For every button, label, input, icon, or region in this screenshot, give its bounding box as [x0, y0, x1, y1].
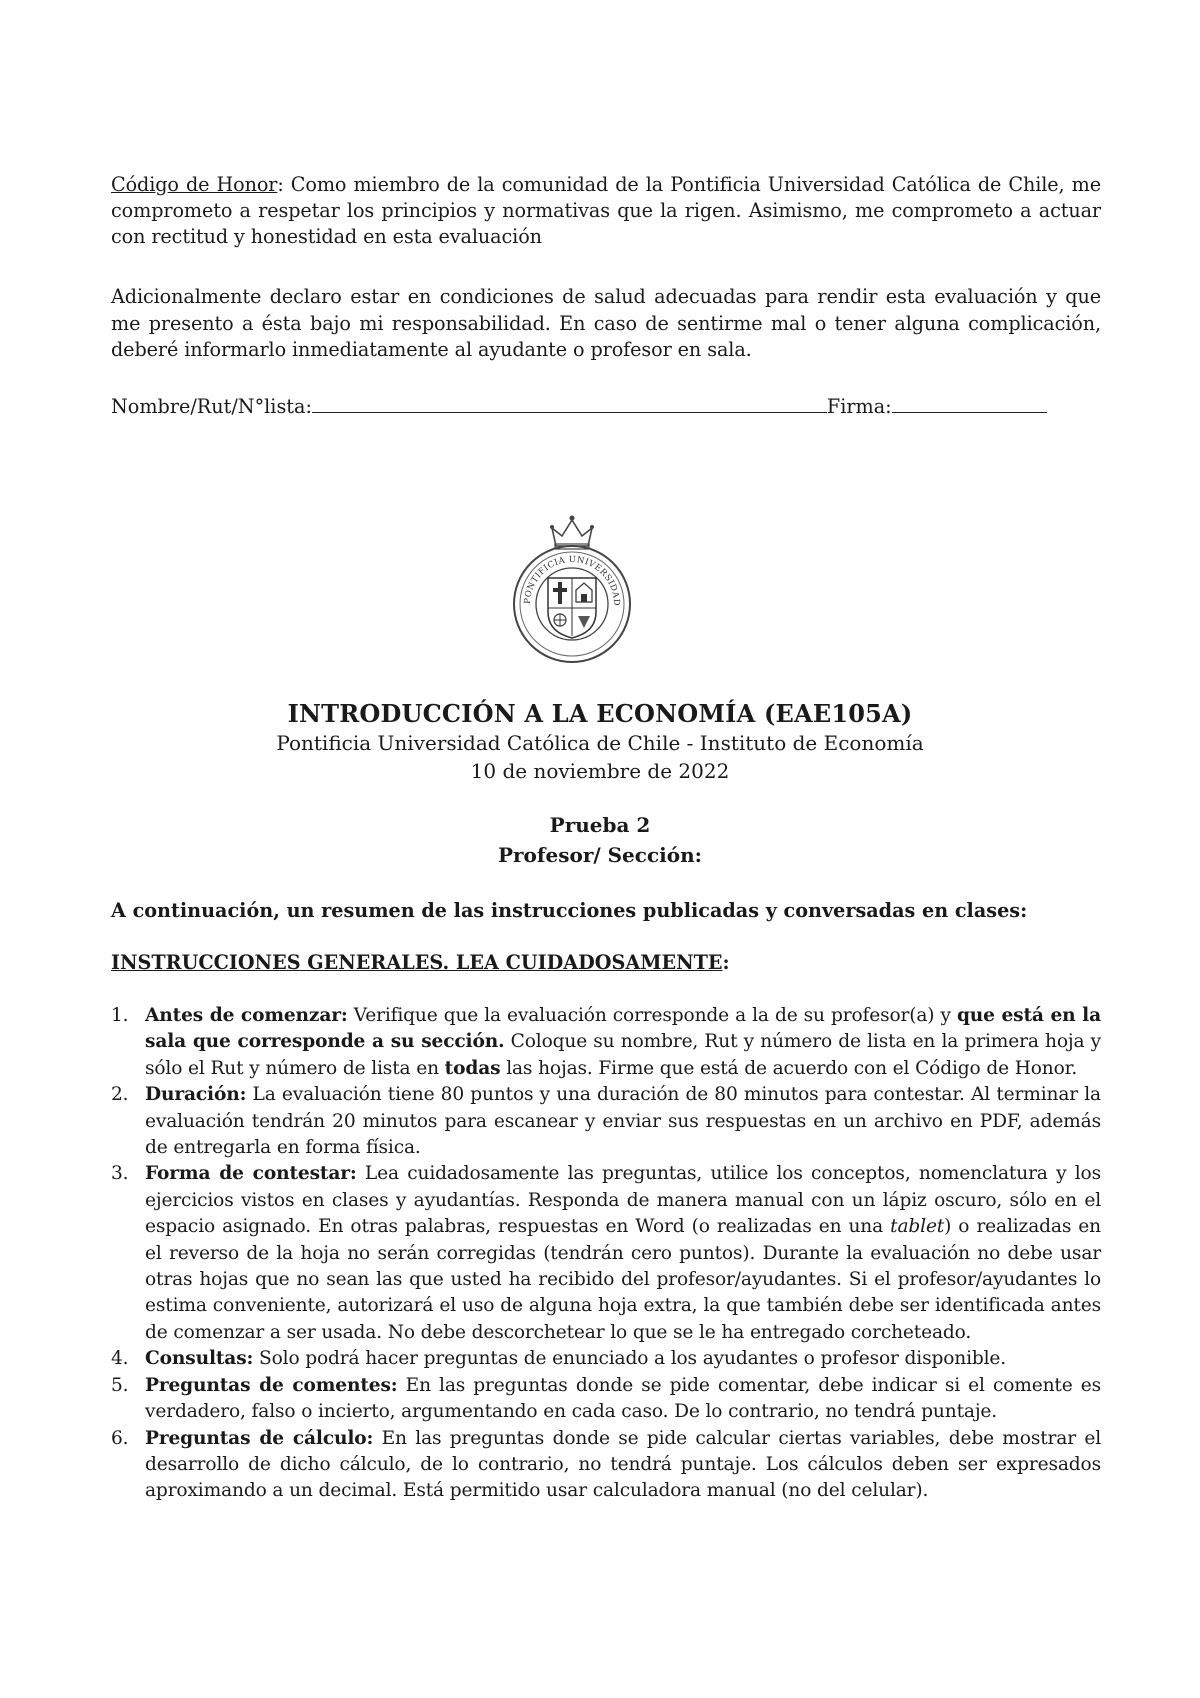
item-text: Verifique que la evaluación corresponde a la de su profesor(a) y: [347, 1005, 957, 1026]
item-title: Preguntas de cálculo:: [145, 1427, 374, 1449]
item-number: 2.: [111, 1084, 129, 1106]
item-number: 4.: [111, 1348, 129, 1370]
name-label: Nombre/Rut/N°lista:: [111, 395, 312, 418]
list-item: [111, 1346, 1101, 1372]
exam-title: Prueba 2: [549, 813, 651, 837]
health-declaration: Adicionalmente declaro estar en condiciones de salud adecuadas para rendir esta evaluación y que me presento a ésta bajo mi responsabilidad. En caso de sentirme mal o tener alguna complicación, deberé informarlo inmediatamente al ayudante o profesor en sala.: [111, 285, 1101, 361]
exam-date: 10 de noviembre de 2022: [470, 759, 730, 783]
item-text: Solo podrá hacer preguntas de enunciado a los ayudantes o profesor disponible.: [253, 1348, 1007, 1370]
item-emphasis: que está en la sala que corresponde a su sección.: [145, 1005, 1101, 1053]
item-number: 3.: [111, 1163, 129, 1185]
svg-text:PONTIFICIA UNIVERSIDAD CATOLIC: [508, 512, 621, 606]
item-text: ) o realizadas en el reverso de la hoja no serán corregidas (tendrán cero puntos). Durante la evaluación no debe usar otras hojas que no sean las que usted ha recibido del profesor/ayudantes. Si el profesor/ayudantes lo estima conveniente, autorizará el uso de alguna hoja extra, la que también debe ser identificada antes de comenzar a ser usada. No debe descorchetear lo que se le ha entregado corcheteado.: [145, 1216, 1101, 1343]
item-title: Forma de contestar:: [145, 1163, 357, 1185]
honor-code: [111, 172, 1101, 250]
item-title: Consultas:: [145, 1348, 254, 1370]
signature-blank[interactable]: [892, 396, 1047, 413]
signature-line: [111, 394, 1101, 420]
item-text: Coloque su nombre, Rut y número de lista en la primera hoja y sólo el Rut y número de lista en: [145, 1031, 1101, 1079]
list-item: [111, 1082, 1101, 1161]
item-number: 1.: [111, 1005, 129, 1026]
general-instructions-colon: :: [722, 951, 730, 974]
name-blank[interactable]: [312, 396, 827, 413]
general-instructions-heading: [111, 951, 730, 974]
item-emphasis: todas: [444, 1057, 501, 1079]
item-title: Duración:: [145, 1084, 247, 1106]
list-item: [111, 1003, 1101, 1082]
item-title: Preguntas de comentes:: [145, 1374, 398, 1396]
list-item: [111, 1426, 1101, 1505]
item-number: 6.: [111, 1427, 129, 1449]
professor-section: Profesor/ Sección:: [497, 843, 703, 867]
item-title: Antes de comenzar:: [145, 1005, 348, 1026]
item-italic: tablet: [890, 1216, 945, 1238]
honor-code-text: : Como miembro de la comunidad de la Pontificia Universidad Católica de Chile, me comprometo a respetar los principios y normativas que la rigen. Asimismo, me comprometo a actuar con rectitud y honestidad en esta evaluación: [111, 173, 1101, 248]
seal-text: PONTIFICIA UNIVERSIDAD: [522, 554, 622, 607]
course-title: INTRODUCCIÓN A LA ECONOMÍA (EAE105A): [287, 699, 913, 728]
signature-label: Firma:: [826, 395, 892, 418]
item-text: La evaluación tiene 80 puntos y una duración de 80 minutos para contestar. Al terminar la evaluación tendrán 20 minutos para escanear y enviar sus respuestas en un archivo en PDF, además de entregarla en forma física.: [145, 1084, 1101, 1159]
institution: Pontificia Universidad Católica de Chile - Instituto de Economía: [276, 731, 924, 755]
item-text: las hojas. Firme que está de acuerdo con el Código de Honor.: [500, 1057, 1078, 1079]
item-text: En las preguntas donde se pide comentar, debe indicar si el comente es verdadero, falso o incierto, argumentando en cada caso. De lo contrario, no tendrá puntaje.: [145, 1374, 1101, 1423]
list-item: [111, 1161, 1101, 1346]
item-text: Lea cuidadosamente las preguntas, utilice los conceptos, nomenclatura y los ejercicios vistos en clases y ayudantías. Responda de manera manual con un lápiz oscuro, sólo en el espacio asignado. En otras palabras, respuestas en Word (o realizadas en una: [145, 1163, 1101, 1238]
list-item: [111, 1373, 1101, 1426]
general-instructions-title: INSTRUCCIONES GENERALES. LEA CUIDADOSAMENTE: [111, 951, 723, 974]
instructions-list: [111, 1003, 1101, 1505]
item-number: 5.: [111, 1374, 129, 1396]
item-text: En las preguntas donde se pide calcular ciertas variables, debe mostrar el desarrollo de dicho cálculo, de lo contrario, no tendrá puntaje. Los cálculos deben ser expresados aproximando a un decimal. Está permitido usar calculadora manual (no del celular).: [145, 1427, 1102, 1502]
university-seal: [508, 512, 636, 667]
instructions-intro: A continuación, un resumen de las instrucciones publicadas y conversadas en clases:: [111, 899, 1028, 922]
honor-code-label: Código de Honor: [111, 173, 278, 196]
